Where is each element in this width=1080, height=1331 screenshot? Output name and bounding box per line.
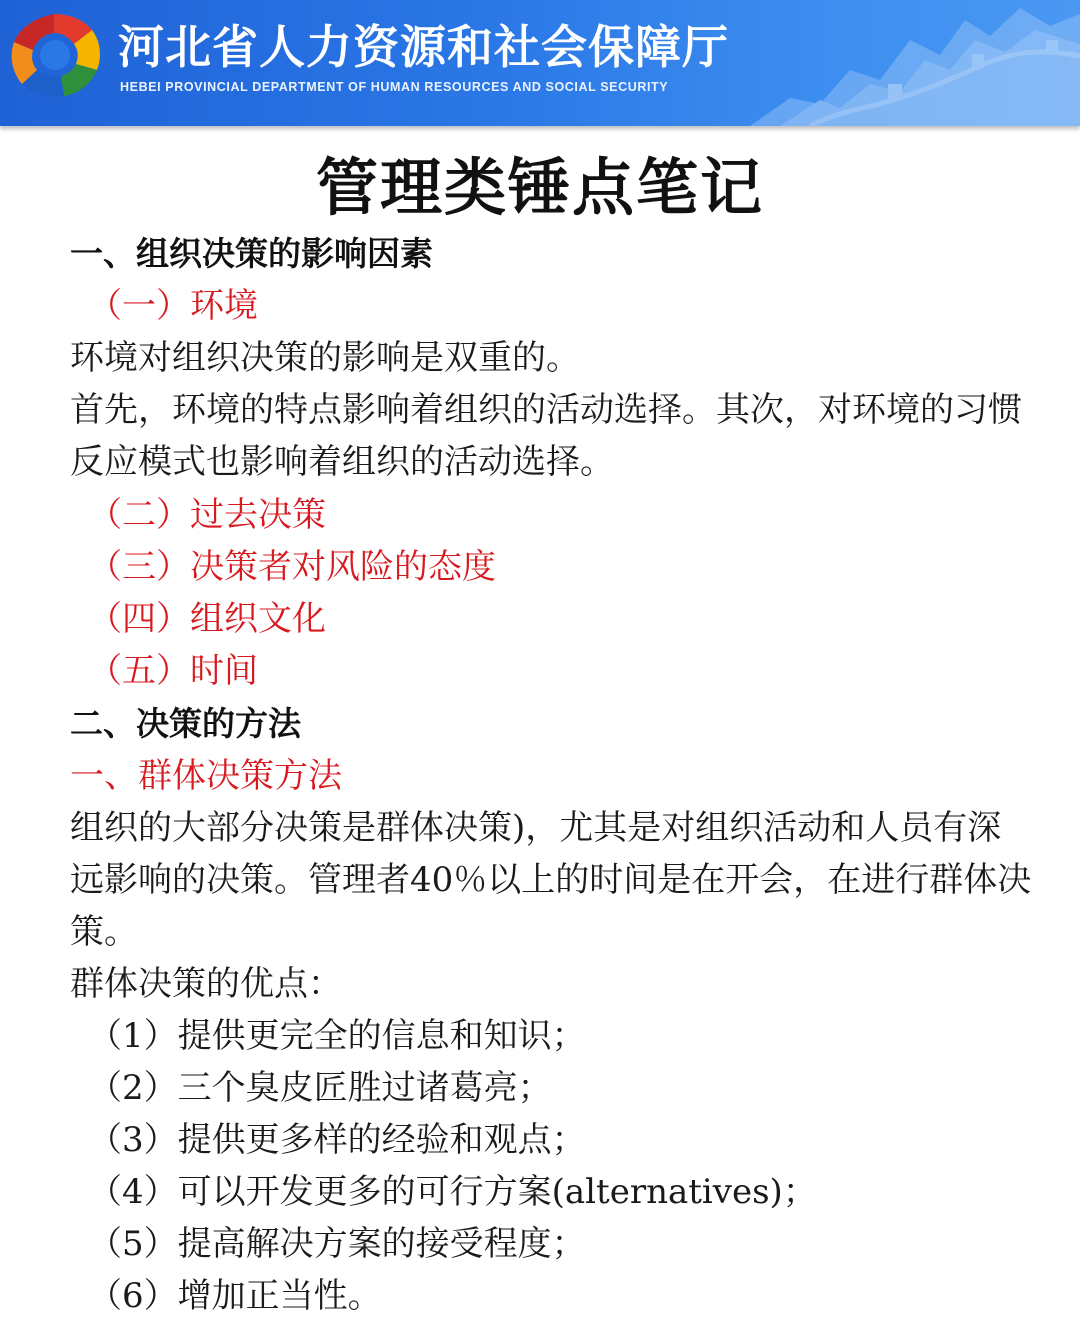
- paragraph-line: 环境对组织决策的影响是双重的。: [70, 338, 580, 378]
- subsection-heading: （五）时间: [88, 651, 258, 691]
- advantages-label: 群体决策的优点：: [70, 964, 342, 1004]
- paragraph-line: 策。: [70, 912, 138, 952]
- org-name-cn: 河北省人力资源和社会保障厅: [118, 20, 729, 74]
- section-heading: 一、组织决策的影响因素: [70, 234, 433, 273]
- subsection-heading: （一）环境: [88, 286, 258, 326]
- list-item: （4）可以开发更多的可行方案(alternatives)；: [88, 1172, 817, 1212]
- list-item: （6）增加正当性。: [88, 1276, 382, 1316]
- page-title: 管理类锤点笔记: [315, 151, 764, 224]
- section-heading: 二、决策的方法: [70, 704, 301, 743]
- subsection-heading: （四）组织文化: [88, 599, 326, 639]
- header-banner: [0, 0, 1080, 126]
- list-item: （5）提高解决方案的接受程度；: [88, 1224, 586, 1264]
- subsection-heading: 一、群体决策方法: [70, 756, 342, 796]
- paragraph-line: 组织的大部分决策是群体决策)，尤其是对组织活动和人员有深: [70, 808, 1002, 848]
- paragraph-line: 反应模式也影响着组织的活动选择。: [70, 442, 614, 482]
- paragraph-line: 首先，环境的特点影响着组织的活动选择。其次，对环境的习惯: [70, 390, 1022, 430]
- list-item: （3）提供更多样的经验和观点；: [88, 1120, 586, 1160]
- subsection-heading: （二）过去决策: [88, 495, 326, 535]
- list-item: （2）三个臭皮匠胜过诸葛亮；: [88, 1068, 552, 1108]
- subsection-heading: （三）决策者对风险的态度: [88, 547, 496, 587]
- great-wall-icon: [750, 0, 1080, 126]
- hebei-hrss-logo-icon: [4, 8, 104, 108]
- list-item: （1）提供更完全的信息和知识；: [88, 1016, 586, 1056]
- org-name-en: HEBEI PROVINCIAL DEPARTMENT OF HUMAN RESOURCES AND SOCIAL SECURITY: [120, 80, 669, 94]
- paragraph-line: 远影响的决策。管理者40％以上的时间是在开会，在进行群体决: [70, 860, 1032, 900]
